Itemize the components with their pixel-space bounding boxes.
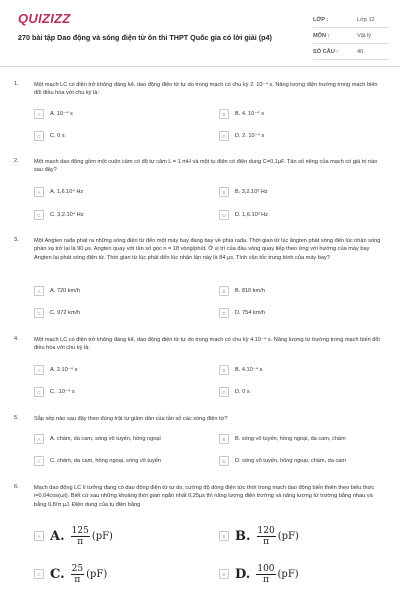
option-unit: (pF): [91, 530, 113, 542]
question-1: [14, 81, 390, 147]
option-b[interactable]: [219, 521, 384, 551]
option-label: D.: [235, 566, 251, 582]
option-text: B. 4.10⁻⁴ s: [235, 367, 263, 373]
option-c[interactable]: [34, 130, 199, 142]
option-fraction: [257, 526, 276, 547]
option-unit: (pF): [86, 568, 108, 580]
fraction-denominator: π: [263, 536, 270, 547]
option-c[interactable]: [34, 307, 199, 319]
option-c[interactable]: [34, 559, 199, 589]
option-text: B. 3,2.10³ Hz: [235, 189, 268, 195]
option-text: A. 10⁻⁴ s: [50, 111, 73, 117]
option-letter-box: C: [34, 456, 44, 466]
option-letter-box: B: [219, 531, 229, 541]
meta-row-count: [313, 44, 388, 60]
option-label: C.: [50, 566, 65, 582]
question-text: Một mạch LC có điện trở không đáng kể, dao động điện từ tự do trong mạch có chu kỳ 4.10⁻⁴ s. Năng lượng từ trường trong mạch biến đổi điều hòa với chu kỳ là:: [34, 337, 380, 352]
option-text: B. 4. 10⁻⁴ s: [235, 111, 264, 117]
option-fraction: [256, 564, 275, 585]
option-letter-box: B: [219, 365, 229, 375]
fraction-numerator: 25: [71, 563, 84, 574]
option-c[interactable]: [34, 386, 199, 398]
question-number: 1.: [14, 81, 19, 87]
option-letter-box: A: [34, 187, 44, 197]
option-letter-box: D: [219, 569, 229, 579]
question-4: [14, 336, 390, 402]
option-letter-box: B: [219, 286, 229, 296]
option-label: A.: [50, 528, 65, 544]
meta-row-class: [313, 12, 388, 28]
option-d[interactable]: [219, 455, 384, 467]
option-text: C. 0 s: [50, 133, 65, 139]
question-number: 2.: [14, 158, 19, 164]
fraction-denominator: π: [262, 574, 269, 585]
fraction-denominator: π: [74, 574, 81, 585]
option-unit: (pF): [277, 530, 299, 542]
option-d[interactable]: [219, 209, 384, 221]
option-d[interactable]: [219, 559, 384, 589]
question-6: [14, 484, 390, 596]
meta-row-subject: [313, 28, 388, 44]
header-divider: [0, 66, 400, 67]
option-text: A. chàm, da cam, sóng vô tuyến, hồng ngoại: [50, 436, 161, 442]
fraction-numerator: 125: [71, 525, 89, 536]
document-title: 270 bài tập Dao động và sóng điện từ ôn thi THPT Quốc gia có lời giải (p4): [18, 33, 272, 42]
option-a[interactable]: [34, 108, 199, 120]
fraction-numerator: 120: [257, 525, 275, 536]
option-unit: (pF): [277, 568, 299, 580]
option-a[interactable]: [34, 364, 199, 376]
question-text: Sắp xếp nào sau đây theo đúng trật tự giảm dần của tần số các sóng điện từ?: [34, 416, 228, 422]
option-letter-box: C: [34, 210, 44, 220]
option-a[interactable]: [34, 433, 199, 445]
quizizz-logo: QUIZIZZ: [18, 11, 71, 26]
meta-key: LỚP :: [313, 16, 329, 23]
option-letter-box: B: [219, 109, 229, 119]
option-a[interactable]: [34, 186, 199, 198]
question-text: Một mạch LC có điện trở không đáng kể, dao động điện từ tự do trong mạch có chu kỳ 2. 10⁻⁴ s. Năng lượng điện trường trong mạch biến đổi điều hòa với chu kỳ là:: [34, 82, 378, 97]
option-letter-box: D: [219, 131, 229, 141]
option-letter-box: A: [34, 365, 44, 375]
option-letter-box: A: [34, 109, 44, 119]
option-text: A. 2.10⁻⁴ s: [50, 367, 78, 373]
option-b[interactable]: [219, 186, 384, 198]
option-letter-box: C: [34, 387, 44, 397]
option-c[interactable]: [34, 209, 199, 221]
option-fraction: [71, 526, 90, 547]
option-text: D. 1,6.10³ Hz: [235, 212, 268, 218]
option-a[interactable]: [34, 521, 199, 551]
option-text: D. 2. 10⁻⁴ s: [235, 133, 265, 139]
option-b[interactable]: [219, 108, 384, 120]
option-text: C. chàm, da cam, hồng ngoại, sóng vô tuyến: [50, 458, 162, 464]
fraction-numerator: 100: [257, 563, 275, 574]
option-text: D. 754 km/h: [235, 310, 266, 316]
option-b[interactable]: [219, 285, 384, 297]
option-label: B.: [235, 528, 251, 544]
meta-value: Vật lý: [357, 32, 371, 39]
meta-table: [313, 12, 388, 60]
question-number: 3.: [14, 237, 19, 243]
option-letter-box: D: [219, 308, 229, 318]
option-d[interactable]: [219, 307, 384, 319]
option-letter-box: B: [219, 187, 229, 197]
option-text: C. .10⁻⁴ s: [50, 389, 75, 395]
question-text: Một Angten rađa phát ra những sóng điện từ đến một máy bay đang bay về phía rađa. Thời gian từ lúc ăngten phát sóng đến lúc nhận sóng phản xạ trở lại là 90 μs. Angten quay với tần số góc n = 18 vòng/phút. Ở vị trí của đầu vòng quay tiếp theo ứng với hướng của máy bay Angten lại phát sóng điện từ. Thời gian từ lúc phát đến lúc nhận lần này là 84 μs. Tính vận tốc trung bình của máy bay?: [34, 238, 381, 261]
worksheet-header: [0, 0, 400, 66]
option-text: C. 972 km/h: [50, 310, 81, 316]
option-letter-box: D: [219, 456, 229, 466]
option-letter-box: C: [34, 308, 44, 318]
option-d[interactable]: [219, 386, 384, 398]
option-letter-box: D: [219, 210, 229, 220]
option-b[interactable]: [219, 364, 384, 376]
option-letter-box: A: [34, 286, 44, 296]
question-text: Một mạch dao động gồm một cuộn cảm có độ tự cảm L = 1 mH và một tụ điện có điện dung C=0,1μF. Tần số riêng của mạch có giá trị nào sau đây?: [34, 159, 378, 174]
meta-value: 40: [357, 48, 364, 55]
option-letter-box: D: [219, 387, 229, 397]
meta-value: Lớp 12: [357, 16, 375, 23]
question-3: [14, 237, 390, 323]
question-5: [14, 415, 390, 473]
option-letter-box: C: [34, 569, 44, 579]
meta-key: MÔN :: [313, 32, 330, 39]
option-a[interactable]: [34, 285, 199, 297]
option-text: C. 3,2.10⁴ Hz: [50, 212, 84, 218]
option-fraction: [71, 564, 84, 585]
option-letter-box: A: [34, 434, 44, 444]
question-2: [14, 158, 390, 224]
fraction-denominator: π: [77, 536, 84, 547]
option-text: B. 810 km/h: [235, 288, 265, 294]
option-letter-box: B: [219, 434, 229, 444]
option-text: D. sóng vô tuyến, hồng ngoại, chàm, da cam: [235, 458, 347, 464]
option-text: A. 720 km/h: [50, 288, 80, 294]
option-letter-box: C: [34, 131, 44, 141]
question-number: 4.: [14, 336, 19, 342]
option-text: A. 1,6.10⁴ Hz: [50, 189, 84, 195]
option-b[interactable]: [219, 433, 384, 445]
option-text: B. sóng vô tuyến, hồng ngoại, da cam, chàm: [235, 436, 346, 442]
option-letter-box: A: [34, 531, 44, 541]
option-d[interactable]: [219, 130, 384, 142]
option-text: D. 0 s: [235, 389, 250, 395]
option-c[interactable]: [34, 455, 199, 467]
meta-key: SỐ CÂU :: [313, 48, 339, 55]
question-number: 6.: [14, 484, 19, 490]
question-text: Mạch dao động LC lí tưởng đang có dao động điện từ tự do, cường độ dòng điện tức thời trong mạch dao động biến thiên theo biểu thức i=0,04cos(ωt). Biết cứ sau những khoảng thời gian ngắn nhất 0,25μs thì năng lượng điện trường và năng lượng từ trường bằng nhau và bằng 0,8/π μJ. Điện dung của tụ điện bằng: [34, 485, 375, 508]
question-number: 5.: [14, 415, 19, 421]
